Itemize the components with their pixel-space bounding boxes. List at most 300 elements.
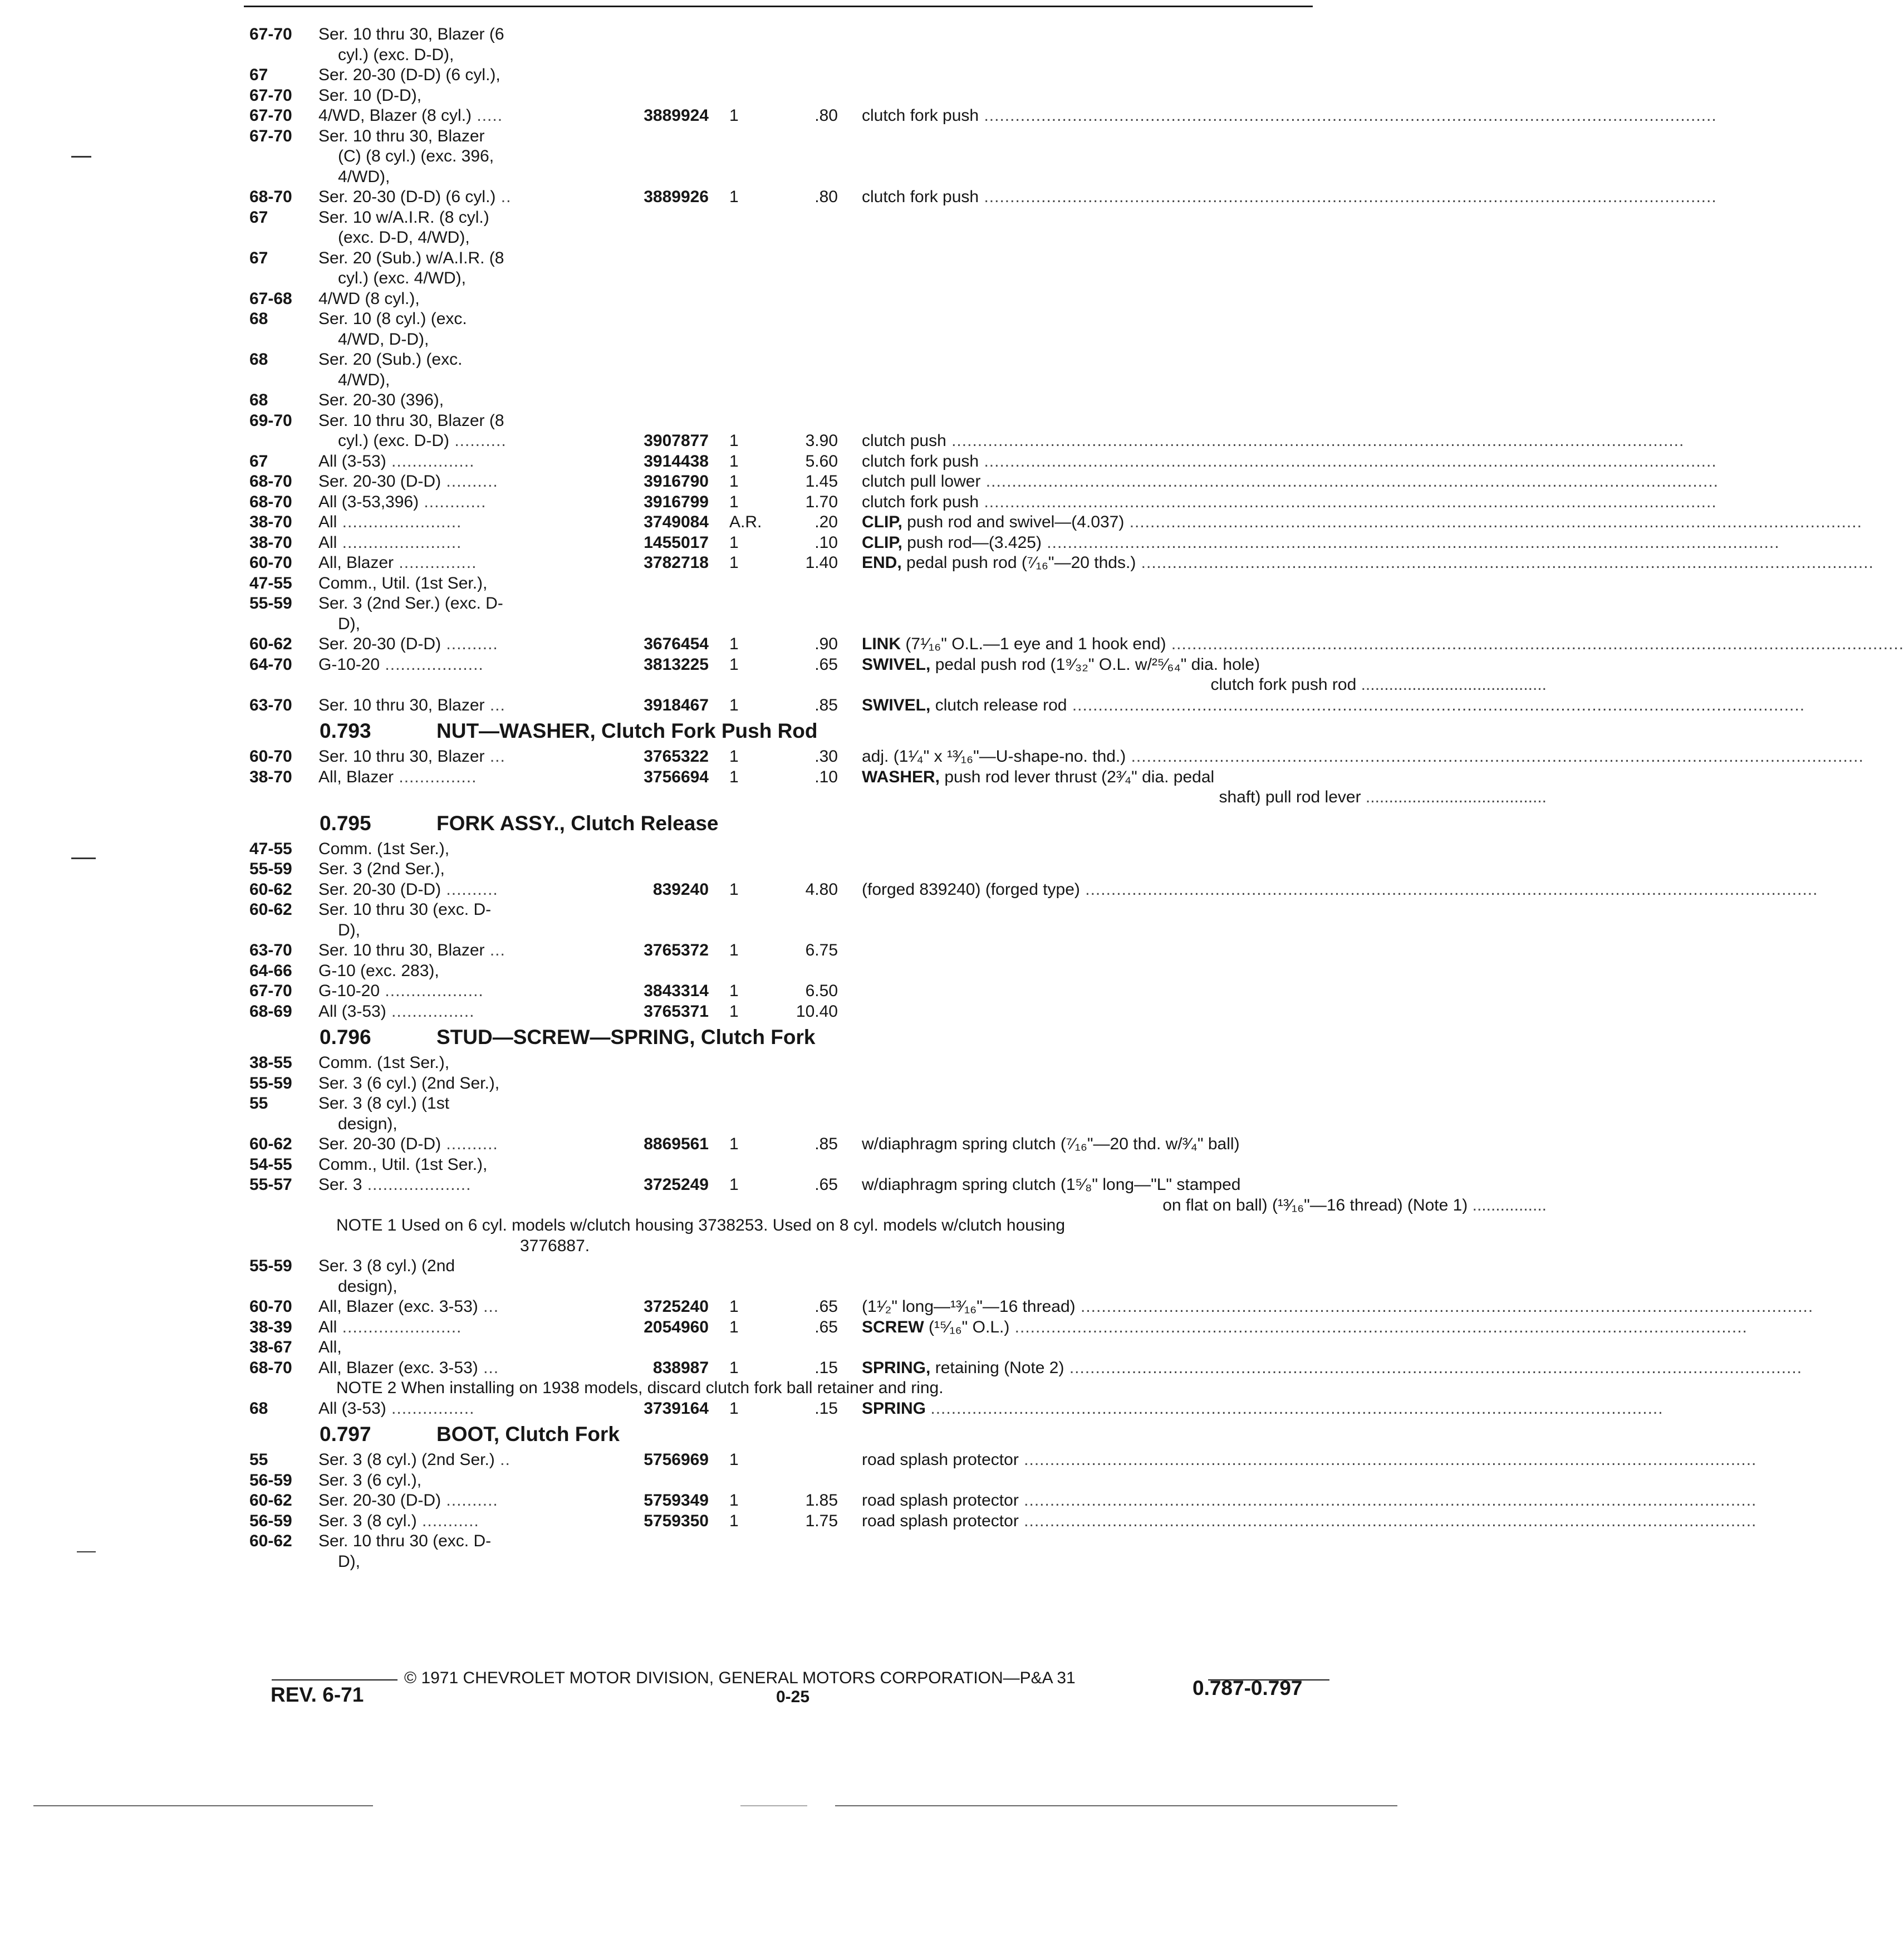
part-number: 3918467 bbox=[644, 695, 709, 714]
model-years: 47-55 bbox=[249, 574, 292, 592]
application-text: Ser. 20-30 (D-D) bbox=[318, 472, 441, 491]
description-text: clutch fork push bbox=[862, 452, 979, 471]
model-years: 68-70 bbox=[249, 1358, 292, 1377]
description-keyword: CLIP, bbox=[862, 513, 902, 531]
price: 5.60 bbox=[805, 452, 838, 471]
model-years: 60-70 bbox=[249, 553, 292, 572]
model-years: 67-70 bbox=[249, 126, 292, 145]
catalog-row bbox=[249, 24, 1341, 45]
note-text bbox=[249, 1216, 1394, 1256]
dot-leader: .................... bbox=[362, 1175, 472, 1194]
catalog-row bbox=[249, 65, 1341, 86]
description-text: shaft) pull rod lever bbox=[1219, 788, 1361, 806]
description-text: adj. (1¹⁄₄" x ¹³⁄₁₆"—U-shape-no. thd.) bbox=[862, 747, 1126, 766]
part-number: 8869561 bbox=[644, 1135, 709, 1153]
model-years: 63-70 bbox=[249, 695, 292, 714]
dot-leader: ............................................................................................................................................. bbox=[1166, 635, 1904, 653]
application-continued: (C) (8 cyl.) (exc. 396, bbox=[338, 147, 494, 165]
application bbox=[318, 655, 484, 675]
catalog-row bbox=[249, 1471, 1341, 1491]
catalog-row bbox=[249, 1337, 1341, 1358]
price: .15 bbox=[814, 1358, 838, 1377]
dot-leader: ............... bbox=[394, 767, 477, 786]
application bbox=[318, 634, 498, 655]
quantity: 1 bbox=[729, 1491, 739, 1510]
catalog-row-continued bbox=[249, 45, 1341, 66]
part-number: 3916799 bbox=[644, 492, 709, 511]
part-number: 3889926 bbox=[644, 188, 709, 206]
description-continued bbox=[862, 787, 1547, 808]
catalog-row bbox=[249, 1074, 1341, 1094]
application-continued: cyl.) (exc. 4/WD), bbox=[338, 269, 466, 287]
description-text: clutch fork push bbox=[862, 492, 979, 511]
application-continued: (exc. D-D, 4/WD), bbox=[338, 228, 470, 247]
application-continued: 4/WD, D-D), bbox=[338, 330, 429, 349]
application bbox=[318, 981, 484, 1002]
dot-leader: ................... bbox=[380, 655, 484, 674]
section-title: NUT—WASHER, Clutch Fork Push Rod bbox=[436, 719, 818, 742]
application-text: Ser. 3 (8 cyl.) (2nd Ser.) bbox=[318, 1451, 495, 1469]
catalog-row bbox=[249, 695, 1805, 716]
catalog-row bbox=[249, 981, 1341, 1002]
dot-leader: .......... bbox=[441, 1491, 498, 1510]
application bbox=[318, 1155, 487, 1175]
application-text: Ser. 20 (Sub.) w/A.I.R. (8 bbox=[318, 248, 504, 267]
catalog-row bbox=[249, 655, 1341, 675]
application-text: All, Blazer bbox=[318, 767, 394, 786]
dot-leader: ............................................................................................................................................. bbox=[979, 452, 1717, 471]
catalog-row-continued bbox=[249, 1114, 1341, 1135]
application-text: Ser. 10 thru 30, Blazer bbox=[318, 126, 485, 145]
dot-leader: ... bbox=[478, 1358, 499, 1377]
application-text: Ser. 20-30 (D-D) bbox=[318, 1491, 441, 1510]
application-text: Ser. 20-30 (D-D) bbox=[318, 1135, 441, 1153]
catalog-row bbox=[249, 512, 1862, 533]
model-years: 67 bbox=[249, 208, 268, 227]
description bbox=[862, 634, 1904, 655]
section-title: FORK ASSY., Clutch Release bbox=[436, 811, 719, 835]
top-rule bbox=[244, 6, 1313, 7]
dot-leader: ............................................................................................................................................. bbox=[1018, 1451, 1757, 1469]
application-text: Ser. 10 thru 30, Blazer bbox=[318, 695, 485, 714]
part-number: 3782718 bbox=[644, 553, 709, 572]
dot-leader: ............................................................................................................................................. bbox=[1009, 1317, 1748, 1336]
quantity: 1 bbox=[729, 982, 739, 1000]
description bbox=[862, 1358, 1803, 1379]
application bbox=[318, 1399, 474, 1419]
price: .85 bbox=[814, 695, 838, 714]
model-years: 68 bbox=[249, 350, 268, 369]
part-number: 3765371 bbox=[644, 1002, 709, 1021]
section-code: 0.797 bbox=[320, 1423, 371, 1445]
price: 3.90 bbox=[805, 432, 838, 450]
application-text: 4/WD, Blazer (8 cyl.) bbox=[318, 106, 472, 125]
quantity: 1 bbox=[729, 941, 739, 959]
model-years: 55 bbox=[249, 1451, 268, 1469]
description bbox=[862, 106, 1717, 126]
dot-leader: ..... bbox=[472, 106, 503, 125]
section-header bbox=[249, 1026, 1341, 1053]
dot-leader: ... bbox=[478, 1297, 499, 1316]
description-text: push rod—(3.425) bbox=[907, 533, 1042, 552]
model-years: 68 bbox=[249, 310, 268, 328]
price: 6.75 bbox=[805, 941, 838, 959]
application-text: All, Blazer (exc. 3-53) bbox=[318, 1358, 478, 1377]
footer-rule-left bbox=[272, 1679, 398, 1680]
model-years: 67-70 bbox=[249, 106, 292, 125]
application-text: G-10 (exc. 283), bbox=[318, 961, 439, 980]
dot-leader: ... bbox=[484, 941, 506, 959]
application-text: Comm., Util. (1st Ser.), bbox=[318, 574, 488, 592]
quantity: A.R. bbox=[729, 513, 762, 531]
application-text: Comm., Util. (1st Ser.), bbox=[318, 1155, 488, 1174]
catalog-row bbox=[249, 1358, 1803, 1379]
description bbox=[862, 1511, 1757, 1532]
application bbox=[318, 431, 507, 452]
price: .90 bbox=[814, 635, 838, 653]
quantity: 1 bbox=[729, 432, 739, 450]
catalog-row-continued bbox=[249, 920, 1341, 941]
catalog-row bbox=[249, 309, 1341, 330]
application bbox=[318, 24, 504, 45]
model-years: 38-70 bbox=[249, 533, 292, 552]
model-years: 67 bbox=[249, 66, 268, 84]
description-keyword: SCREW bbox=[862, 1317, 924, 1336]
quantity: 1 bbox=[729, 655, 739, 674]
description-keyword: SPRING, bbox=[862, 1358, 931, 1377]
quantity: 1 bbox=[729, 188, 739, 206]
dot-leader: ............................................................................................................................................. bbox=[1136, 553, 1874, 572]
description bbox=[862, 553, 1874, 574]
application-text: Ser. 3 (8 cyl.) (1st bbox=[318, 1094, 450, 1113]
catalog-row bbox=[249, 1175, 1341, 1195]
application bbox=[318, 594, 503, 614]
application-text: Ser. 20-30 (D-D) (6 cyl.), bbox=[318, 66, 500, 84]
application bbox=[318, 1471, 421, 1491]
application bbox=[318, 747, 506, 767]
catalog-row bbox=[249, 1297, 1814, 1317]
price: .10 bbox=[814, 767, 838, 786]
description-text: pedal push rod (1⁹⁄₃₂" O.L. w/²⁵⁄₆₄" dia. hole) bbox=[935, 655, 1260, 674]
application-text: All (3-53) bbox=[318, 1399, 386, 1418]
application-text: All (3-53,396) bbox=[318, 492, 419, 511]
application-text: All bbox=[318, 533, 337, 552]
description bbox=[862, 1175, 1547, 1195]
application-text: All bbox=[318, 1317, 337, 1336]
section-header bbox=[249, 1423, 1341, 1450]
application-text: Ser. 20-30 (396), bbox=[318, 391, 444, 409]
part-number: 3676454 bbox=[644, 635, 709, 653]
application-text: Ser. 3 (6 cyl.) (2nd Ser.), bbox=[318, 1074, 500, 1092]
description-continued bbox=[862, 1195, 1547, 1216]
description bbox=[862, 695, 1805, 716]
note-line: NOTE 1 Used on 6 cyl. models w/clutch housing 3738253. Used on 8 cyl. models w/clutch housing bbox=[336, 1216, 1066, 1234]
price: .85 bbox=[814, 1135, 838, 1153]
footer-revision: REV. 6-71 bbox=[271, 1683, 364, 1706]
model-years: 68 bbox=[249, 1399, 268, 1418]
application bbox=[318, 390, 444, 411]
section-code: 0.795 bbox=[320, 811, 371, 835]
dot-leader: ............................................................................................................................................. bbox=[1018, 1511, 1757, 1530]
description-text: clutch pull lower bbox=[862, 472, 981, 491]
description bbox=[862, 1297, 1814, 1317]
application-text: Ser. 10 thru 30, Blazer (6 bbox=[318, 25, 504, 43]
application bbox=[318, 961, 439, 982]
application bbox=[318, 1094, 449, 1114]
application bbox=[318, 1491, 498, 1511]
margin-mark bbox=[71, 857, 96, 859]
application bbox=[318, 1053, 449, 1074]
price: 6.50 bbox=[805, 982, 838, 1000]
dot-leader: ................ bbox=[386, 1399, 475, 1418]
part-number: 3889924 bbox=[644, 106, 709, 125]
catalog-row-continued bbox=[249, 228, 1341, 248]
catalog-row-continued bbox=[249, 1195, 1547, 1216]
application-text: Ser. 10 thru 30, Blazer bbox=[318, 747, 485, 766]
application-text: Ser. 3 bbox=[318, 1175, 362, 1194]
description-text: on flat on ball) (¹³⁄₁₆"—16 thread) (Note 1) bbox=[1162, 1195, 1468, 1214]
catalog-row bbox=[249, 1317, 1748, 1338]
dot-leader: ............................................................................................................................................. bbox=[980, 472, 1719, 491]
catalog-row-continued bbox=[249, 614, 1341, 635]
application-text: G-10-20 bbox=[318, 655, 380, 674]
description bbox=[862, 1491, 1757, 1511]
application bbox=[318, 533, 462, 553]
quantity: 1 bbox=[729, 1297, 739, 1316]
application-text: cyl.) (exc. D-D) bbox=[338, 432, 449, 450]
application bbox=[318, 1074, 499, 1094]
application-text: All bbox=[318, 513, 337, 531]
description-text: clutch fork push bbox=[862, 106, 979, 125]
catalog-row-continued bbox=[249, 268, 1341, 289]
catalog-row bbox=[249, 452, 1717, 472]
quantity: 1 bbox=[729, 747, 739, 766]
application-text: Comm. (1st Ser.), bbox=[318, 1054, 450, 1072]
catalog-row bbox=[249, 1134, 1341, 1155]
catalog-row bbox=[249, 1531, 1341, 1552]
catalog-row bbox=[249, 1399, 1663, 1419]
application-text: Ser. 20 (Sub.) (exc. bbox=[318, 350, 463, 369]
application bbox=[318, 1511, 479, 1532]
quantity: 1 bbox=[729, 1317, 739, 1336]
dot-leader: ............................................................................................................................................. bbox=[979, 106, 1717, 125]
catalog-row bbox=[249, 1450, 1757, 1471]
catalog-row bbox=[249, 767, 1341, 788]
dot-leader: ............................................................................................................................................. bbox=[1018, 1491, 1757, 1510]
application-text: Comm. (1st Ser.), bbox=[318, 839, 450, 858]
model-years: 64-66 bbox=[249, 961, 292, 980]
application bbox=[318, 1175, 471, 1195]
application-continued: D), bbox=[338, 920, 360, 939]
dot-leader: ................ bbox=[386, 1002, 475, 1021]
application bbox=[318, 208, 489, 228]
model-years: 38-70 bbox=[249, 767, 292, 786]
model-years: 60-62 bbox=[249, 880, 292, 899]
section-header bbox=[249, 720, 1341, 747]
application-text: Ser. 10 thru 30, Blazer bbox=[318, 941, 485, 959]
model-years: 55-59 bbox=[249, 1257, 292, 1275]
description-text: road splash protector bbox=[862, 1451, 1019, 1469]
catalog-row-continued bbox=[249, 330, 1341, 350]
price: .65 bbox=[814, 655, 838, 674]
description-text: clutch fork push bbox=[862, 188, 979, 206]
quantity: 1 bbox=[729, 695, 739, 714]
model-years: 38-55 bbox=[249, 1054, 292, 1072]
model-years: 60-70 bbox=[249, 1297, 292, 1316]
application bbox=[318, 695, 506, 716]
quantity: 1 bbox=[729, 106, 739, 125]
catalog-row bbox=[249, 940, 1341, 961]
catalog-row bbox=[249, 472, 1719, 492]
catalog-row-continued bbox=[249, 787, 1547, 808]
price: .80 bbox=[814, 106, 838, 125]
catalog-row bbox=[249, 390, 1341, 411]
description bbox=[862, 452, 1717, 472]
price: 1.85 bbox=[805, 1491, 838, 1510]
dot-leader: ....................... bbox=[337, 533, 462, 552]
application-continued: cyl.) (exc. D-D), bbox=[338, 45, 454, 64]
catalog-row bbox=[249, 880, 1818, 900]
part-number: 3765322 bbox=[644, 747, 709, 766]
description-text: push rod lever thrust (2³⁄₄" dia. pedal bbox=[944, 767, 1215, 786]
price: .10 bbox=[814, 533, 838, 552]
price: 1.75 bbox=[805, 1511, 838, 1530]
application bbox=[318, 553, 477, 574]
application bbox=[318, 65, 500, 86]
footer-section-range: 0.787-0.797 bbox=[1193, 1677, 1303, 1699]
description bbox=[862, 767, 1547, 788]
dot-leader: ................ bbox=[386, 452, 475, 471]
catalog-row-continued bbox=[249, 146, 1341, 167]
price: 1.40 bbox=[805, 553, 838, 572]
description-keyword: CLIP, bbox=[862, 533, 902, 552]
description-text: pedal push rod (⁷⁄₁₆"—20 thds.) bbox=[906, 553, 1136, 572]
application bbox=[318, 512, 462, 533]
model-years: 68 bbox=[249, 391, 268, 409]
catalog-row bbox=[249, 594, 1341, 614]
catalog-row bbox=[249, 289, 1341, 310]
description bbox=[862, 533, 1780, 553]
model-years: 60-62 bbox=[249, 635, 292, 653]
catalog-row bbox=[249, 859, 1341, 880]
application bbox=[318, 1317, 462, 1338]
description-text: road splash protector bbox=[862, 1511, 1019, 1530]
dot-leader: ........... bbox=[416, 1511, 479, 1530]
margin-mark bbox=[71, 156, 91, 158]
dot-leader: ................... bbox=[380, 982, 484, 1000]
model-years: 60-62 bbox=[249, 900, 292, 919]
section-title: BOOT, Clutch Fork bbox=[436, 1423, 620, 1445]
quantity: 1 bbox=[729, 452, 739, 471]
application-text: Ser. 10 w/A.I.R. (8 cyl.) bbox=[318, 208, 489, 227]
quantity: 1 bbox=[729, 553, 739, 572]
model-years: 64-70 bbox=[249, 655, 292, 674]
application-text: Ser. 10 thru 30 (exc. D- bbox=[318, 1532, 492, 1550]
description bbox=[862, 472, 1719, 492]
price: .65 bbox=[814, 1175, 838, 1194]
application-text: All, Blazer (exc. 3-53) bbox=[318, 1297, 478, 1316]
dot-leader: .......... bbox=[441, 635, 498, 653]
catalog-row bbox=[249, 533, 1780, 553]
price: .65 bbox=[814, 1317, 838, 1336]
application bbox=[318, 1256, 455, 1277]
dot-leader: ............................................................................................................................................. bbox=[1079, 880, 1818, 899]
catalog-row bbox=[249, 350, 1341, 370]
quantity: 1 bbox=[729, 1175, 739, 1194]
application-text: Ser. 3 (2nd Ser.) (exc. D- bbox=[318, 594, 503, 612]
catalog-row bbox=[249, 1155, 1341, 1175]
description-text: clutch fork push rod bbox=[1210, 675, 1357, 694]
description-text: (forged 839240) (forged type) bbox=[862, 880, 1080, 899]
description-text: clutch push bbox=[862, 432, 946, 450]
model-years: 60-62 bbox=[249, 1135, 292, 1153]
application bbox=[318, 859, 445, 880]
description-keyword: LINK bbox=[862, 635, 901, 653]
description bbox=[862, 492, 1717, 513]
part-number: 2054960 bbox=[644, 1317, 709, 1336]
quantity: 1 bbox=[729, 533, 739, 552]
application-text: Ser. 20-30 (D-D) (6 cyl.) bbox=[318, 188, 496, 206]
catalog-row bbox=[249, 431, 1685, 452]
description-text: clutch release rod bbox=[935, 695, 1067, 714]
catalog-row bbox=[249, 747, 1864, 767]
footer-page-number: 0-25 bbox=[776, 1688, 810, 1706]
description bbox=[862, 1317, 1748, 1338]
application-text: Ser. 10 (D-D), bbox=[318, 86, 422, 105]
model-years: 38-39 bbox=[249, 1317, 292, 1336]
model-years: 55 bbox=[249, 1094, 268, 1113]
dot-leader: ............................................................................................................................................. bbox=[979, 188, 1717, 206]
dot-leader: ... bbox=[484, 695, 506, 714]
catalog-row bbox=[249, 839, 1341, 860]
application bbox=[318, 86, 421, 106]
price: 10.40 bbox=[796, 1002, 838, 1021]
description-text: w/diaphragm spring clutch (1⁵⁄₈" long—"L" stamped bbox=[862, 1175, 1241, 1194]
application-continued: 4/WD), bbox=[338, 370, 390, 389]
catalog-row bbox=[249, 126, 1341, 147]
part-number: 5759349 bbox=[644, 1491, 709, 1510]
application bbox=[318, 472, 498, 492]
catalog-row bbox=[249, 1094, 1341, 1114]
catalog-row bbox=[249, 106, 1717, 126]
dot-leader: ............................................................................................................................................. bbox=[930, 1399, 1663, 1418]
dot-leader: .. bbox=[495, 188, 512, 206]
part-number: 3916790 bbox=[644, 472, 709, 491]
model-years: 67 bbox=[249, 452, 268, 471]
model-years: 56-59 bbox=[249, 1471, 292, 1489]
dot-leader: ... bbox=[484, 747, 506, 766]
part-number: 3756694 bbox=[644, 767, 709, 786]
part-number: 839240 bbox=[652, 880, 709, 899]
application-text: Ser. 10 (8 cyl.) (exc. bbox=[318, 310, 467, 328]
description-keyword: SPRING bbox=[862, 1399, 926, 1418]
part-number: 3739164 bbox=[644, 1399, 709, 1418]
application bbox=[318, 289, 420, 310]
catalog-row-continued bbox=[249, 1277, 1341, 1297]
catalog-row bbox=[249, 411, 1341, 432]
application-text: G-10-20 bbox=[318, 982, 380, 1000]
model-years: 68-69 bbox=[249, 1002, 292, 1021]
model-years: 55-59 bbox=[249, 1074, 292, 1092]
catalog-row bbox=[249, 492, 1717, 513]
part-number: 3749084 bbox=[644, 513, 709, 531]
dot-leader: ............................................................................................................................................. bbox=[1041, 533, 1780, 552]
dot-leader: ............................................................................................................................................. bbox=[1067, 695, 1805, 714]
dot-leader: ............................................................................................................................................. bbox=[979, 492, 1717, 511]
application-text: Ser. 20-30 (D-D) bbox=[318, 880, 441, 899]
description bbox=[862, 747, 1864, 767]
bottom-rule bbox=[33, 1805, 373, 1806]
